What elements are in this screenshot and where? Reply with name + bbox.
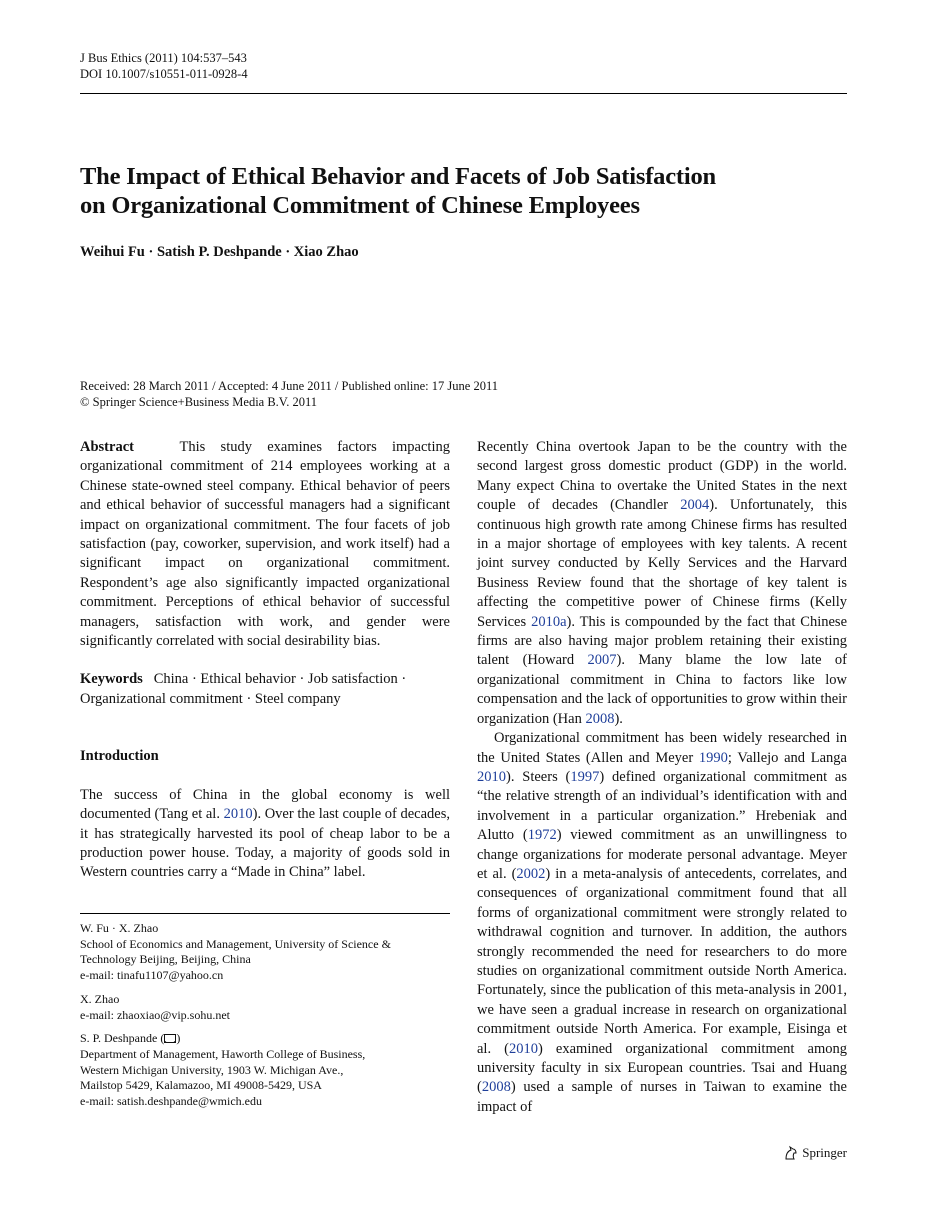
intro-text: ). Over the last couple of decades, it has strategically harvested its pool of cheap labor to be a production power house. Today, a majority of goods sold in Western countries carry a “Made in China” label.	[80, 806, 451, 881]
body-text: Recently China overtook Japan to be the country with the second largest gross domestic product (GDP) in the world. Many expect China to overtake the United States in the next couple of decades (Chandler	[477, 439, 847, 514]
citation-link[interactable]: 2010	[223, 806, 253, 823]
citation-link[interactable]: 2008	[585, 710, 615, 727]
springer-horse-icon	[783, 1145, 799, 1161]
citation-link[interactable]: 1997	[570, 768, 600, 785]
aff-email[interactable]: e-mail: tinafu1107@yahoo.cn	[80, 968, 224, 983]
abstract	[80, 438, 450, 651]
introduction-heading: Introduction	[80, 748, 159, 765]
aff-address: Mailstop 5429, Kalamazoo, MI 49008-5429, USA	[80, 1078, 322, 1093]
abstract-text: This study examines factors impacting organizational commitment of 214 employees working at a Chinese state-owned steel company. Ethical behavior of peers and ethical behavior of successful managers had a significant impact on organizational commitment. The four facets of job satisfaction (pay, coworker, supervision, and work itself) had a significant impact on organizational commitment. Respondent’s age also significantly impacted organizational commitment. Perceptions of ethical behavior of successful managers, satisfaction with work, and gender were significantly correlated with social desirability bias.	[80, 439, 450, 650]
corresponding-author: S. P. Deshpande	[80, 1031, 158, 1046]
keywords-text: China · Ethical behavior · Job satisfaction · Organizational commitment · Steel company	[80, 671, 407, 707]
abstract-label: Abstract	[80, 439, 134, 455]
journal-citation: J Bus Ethics (2011) 104:537–543	[80, 51, 247, 65]
body-text: ). Unfortunately, this continuous high growth rate among Chinese firms has resulted in a major shortage of employees with key talents. A recent joint survey conducted by Kelly Services and the Harvard Business Review found that the shortage of key talent is affecting the competitive power of Chinese firms (Kelly Services	[477, 497, 847, 630]
body-text: ). This is compounded by the fact that Chinese firms are also having major problem retaining their existing talent (Howard	[477, 613, 847, 669]
copyright-line: © Springer Science+Business Media B.V. 2011	[80, 395, 318, 409]
aff-address: Western Michigan University, 1903 W. Michigan Ave.,	[80, 1062, 344, 1077]
body-text: ). Many blame the low late of organizational commitment in China to factors like low compensation and the lack of opportunities to grow within their organization (Han	[477, 652, 847, 727]
left-column	[80, 438, 450, 883]
body-text: ) in a meta-analysis of antecedents, correlates, and consequences of organizational commitment found that all forms of organizational commitment were strongly related to withdrawal cognition and turnover. In addition, the authors strongly recommended the need for researchers to do more studies on organizational commitment outside North America. Fortunately, since the publication of this meta-analysis in 2001, we have seen a gradual increase in research on organizational commitment outside North America. For example, Eisinga et al. (	[477, 865, 847, 1057]
aff-address: Department of Management, Haworth College of Business,	[80, 1046, 366, 1061]
title-line-1: The Impact of Ethical Behavior and Facets of Job Satisfaction	[80, 163, 716, 190]
publisher-logo	[783, 1145, 847, 1161]
body-text: ) viewed commitment as an unwillingness to change organizations for moderate personal advantage. Meyer et al. (	[477, 827, 848, 882]
body-paragraph	[477, 438, 847, 729]
aff-address: Technology Beijing, Beijing, China	[80, 952, 251, 967]
body-text: ).	[614, 710, 623, 727]
header-rule	[80, 93, 847, 94]
aff-names: S. P. Deshpande ( )	[80, 1031, 181, 1046]
body-text: ; Vallejo and Langa	[727, 749, 847, 766]
body-text: ). Steers (	[506, 768, 571, 785]
keywords-label: Keywords	[80, 671, 143, 688]
keywords	[80, 670, 450, 709]
article-title	[80, 162, 840, 220]
body-text: ) examined organizational commitment among university faculty in six European countries. Tsai and Huang (	[477, 1040, 848, 1096]
body-text: Organizational commitment has been widely researched in the United States (Allen and Meyer	[477, 730, 847, 766]
right-column	[477, 438, 847, 1117]
citation-link[interactable]: 2010	[477, 768, 506, 785]
publication-history	[80, 378, 498, 410]
citation-link[interactable]: 2002	[516, 865, 546, 882]
affiliations	[80, 921, 450, 1110]
aff-names: X. Zhao	[80, 991, 120, 1006]
aff-email[interactable]: e-mail: satish.deshpande@wmich.edu	[80, 1094, 263, 1109]
citation-link[interactable]: 2004	[680, 497, 710, 514]
citation-link[interactable]: 2008	[481, 1079, 511, 1096]
body-paragraph	[477, 729, 847, 1117]
intro-text: The success of China in the global economy is well documented (Tang et al.	[80, 786, 450, 823]
aff-email[interactable]: e-mail: zhaoxiao@vip.sohu.net	[80, 1007, 231, 1022]
doi[interactable]: DOI 10.1007/s10551-011-0928-4	[80, 67, 248, 81]
aff-address: School of Economics and Management, University of Science &	[80, 936, 391, 951]
citation-link[interactable]: 2010	[509, 1040, 539, 1057]
citation-link[interactable]: 1972	[527, 827, 557, 844]
citation-link[interactable]: 1990	[698, 749, 728, 766]
envelope-icon	[164, 1034, 176, 1043]
aff-names: W. Fu · X. Zhao	[80, 921, 159, 935]
author-list: Weihui Fu · Satish P. Deshpande · Xiao Zhao	[80, 244, 359, 260]
citation-link[interactable]: 2010a	[531, 613, 567, 630]
body-text: ) defined organizational commitment as “the relative strength of an individual’s identification with and involvement in a particular organization.” Hrebeniak and Alutto (	[477, 768, 847, 844]
body-text: ) used a sample of nurses in Taiwan to examine the impact of	[477, 1079, 847, 1115]
running-header	[80, 50, 248, 82]
footnote-rule	[80, 913, 450, 914]
citation-link[interactable]: 2007	[587, 652, 617, 669]
introduction-paragraph	[80, 786, 450, 883]
dates-line: Received: 28 March 2011 / Accepted: 4 June 2011 / Published online: 17 June 2011	[80, 379, 498, 393]
publisher-name: Springer	[802, 1145, 847, 1160]
title-line-2: on Organizational Commitment of Chinese Employees	[80, 192, 640, 219]
